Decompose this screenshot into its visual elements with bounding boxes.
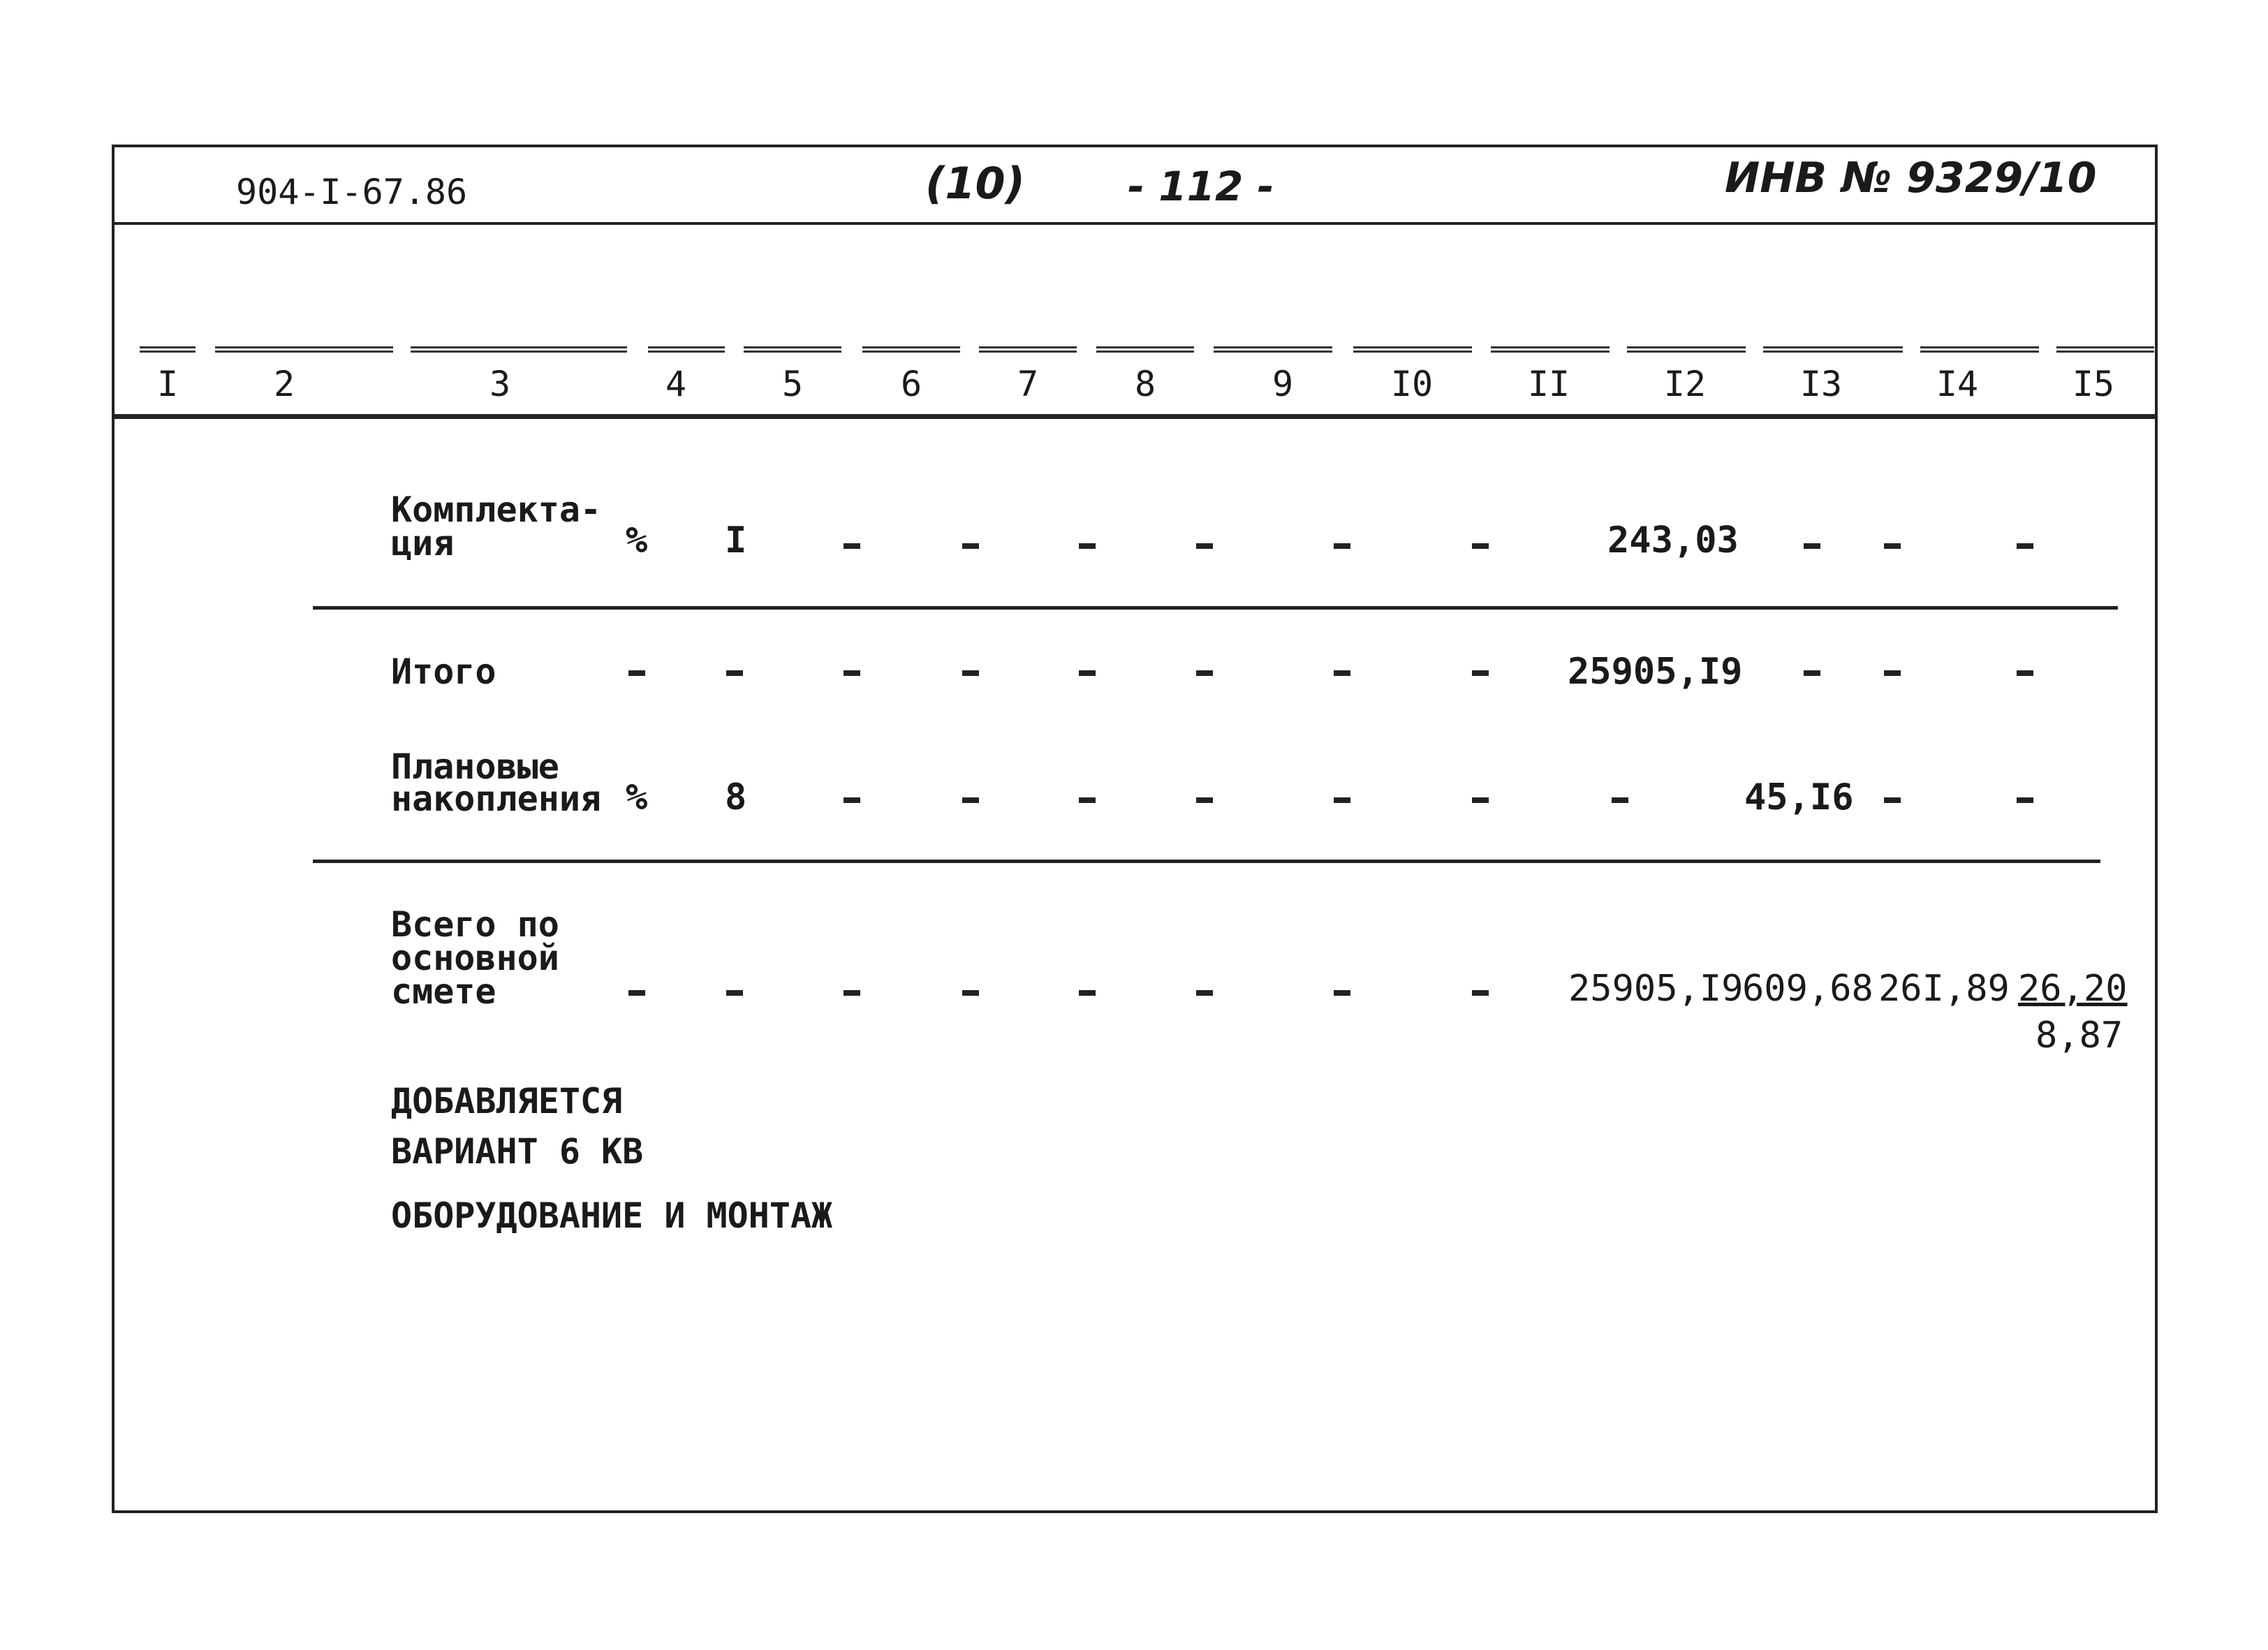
- dash: [1334, 670, 1350, 676]
- dash: [1472, 990, 1489, 996]
- unit-percent: %: [626, 776, 648, 818]
- dash: [1334, 797, 1350, 803]
- row-label: смете: [391, 971, 496, 1012]
- cell-value: 8,87: [2035, 1015, 2123, 1056]
- dash: [962, 990, 979, 996]
- cell-value: 26,20: [2018, 968, 2128, 1010]
- row-label: Итого: [391, 651, 496, 692]
- dash: [962, 543, 979, 549]
- dash: [1079, 670, 1096, 676]
- page-number: - 112 -: [1128, 163, 1274, 210]
- dash: [2017, 543, 2033, 549]
- dash: [1804, 543, 1820, 549]
- dash: [1472, 543, 1489, 549]
- dash: [1472, 797, 1489, 803]
- column-number: I3: [1799, 364, 1843, 404]
- dash: [1334, 543, 1350, 549]
- note-line: ДОБАВЛЯЕТСЯ: [391, 1081, 623, 1121]
- note-line: ОБОРУДОВАНИЕ И МОНТАЖ: [391, 1195, 833, 1236]
- cell-value: 25905,I9: [1568, 968, 1744, 1010]
- dash: [628, 670, 645, 676]
- column-number: I2: [1663, 364, 1707, 404]
- column-number: 6: [900, 364, 922, 404]
- header-divider: [112, 222, 2158, 225]
- column-header-divider: [112, 414, 2158, 419]
- column-number: I: [156, 364, 179, 404]
- dash: [844, 797, 860, 803]
- dash: [1884, 670, 1901, 676]
- cell-value: 26I,89: [1878, 968, 2010, 1010]
- cell-value: 243,03: [1607, 520, 1739, 561]
- column-number: 8: [1134, 364, 1156, 404]
- dash: [844, 543, 860, 549]
- dash: [1472, 670, 1489, 676]
- cell-value: 609,68: [1742, 968, 1873, 1010]
- row-label: ция: [391, 523, 455, 563]
- column-number: 5: [781, 364, 804, 404]
- cell-value: 25905,I9: [1568, 651, 1743, 693]
- dash: [1079, 990, 1096, 996]
- row-label: Всего по: [391, 904, 559, 945]
- dash: [844, 670, 860, 676]
- note-line: ВАРИАНТ 6 КВ: [391, 1131, 644, 1172]
- row-label: накопления: [391, 779, 602, 819]
- dash: [1079, 797, 1096, 803]
- dash: [1804, 670, 1820, 676]
- row-divider: [313, 860, 2100, 863]
- cell-value: 45,I6: [1744, 776, 1854, 818]
- row-label: основной: [391, 938, 559, 978]
- column-number: 9: [1272, 364, 1294, 404]
- column-number: 3: [489, 364, 511, 404]
- dash: [726, 990, 743, 996]
- cell-value: I: [725, 520, 747, 561]
- row-label: Плановые: [391, 746, 559, 787]
- dash: [1612, 797, 1628, 803]
- dash: [1884, 543, 1901, 549]
- dash: [628, 990, 645, 996]
- dash: [1884, 797, 1901, 803]
- column-number: I0: [1390, 364, 1434, 404]
- dash: [2017, 670, 2033, 676]
- inventory-number: ИНВ № 9329/10: [1725, 154, 2097, 202]
- column-number: I4: [1936, 364, 1979, 404]
- dash: [1196, 670, 1213, 676]
- column-number: 4: [665, 364, 687, 404]
- doc-code: 904-I-67.86: [236, 172, 468, 212]
- unit-percent: %: [626, 520, 648, 561]
- row-divider: [313, 606, 2118, 610]
- column-number: I5: [2072, 364, 2115, 404]
- dash: [1196, 990, 1213, 996]
- dash: [962, 670, 979, 676]
- dash: [962, 797, 979, 803]
- dash: [2017, 797, 2033, 803]
- column-number: II: [1527, 364, 1570, 404]
- dash: [726, 670, 743, 676]
- column-number: 2: [273, 364, 295, 404]
- dash: [844, 990, 860, 996]
- dash: [1079, 543, 1096, 549]
- dash: [1334, 990, 1350, 996]
- dash: [1196, 543, 1213, 549]
- row-label: Комплекта-: [391, 489, 602, 530]
- sheet-mark: (10): [925, 158, 1025, 209]
- column-number: 7: [1017, 364, 1039, 404]
- cell-value: 8: [725, 776, 747, 818]
- dash: [1196, 797, 1213, 803]
